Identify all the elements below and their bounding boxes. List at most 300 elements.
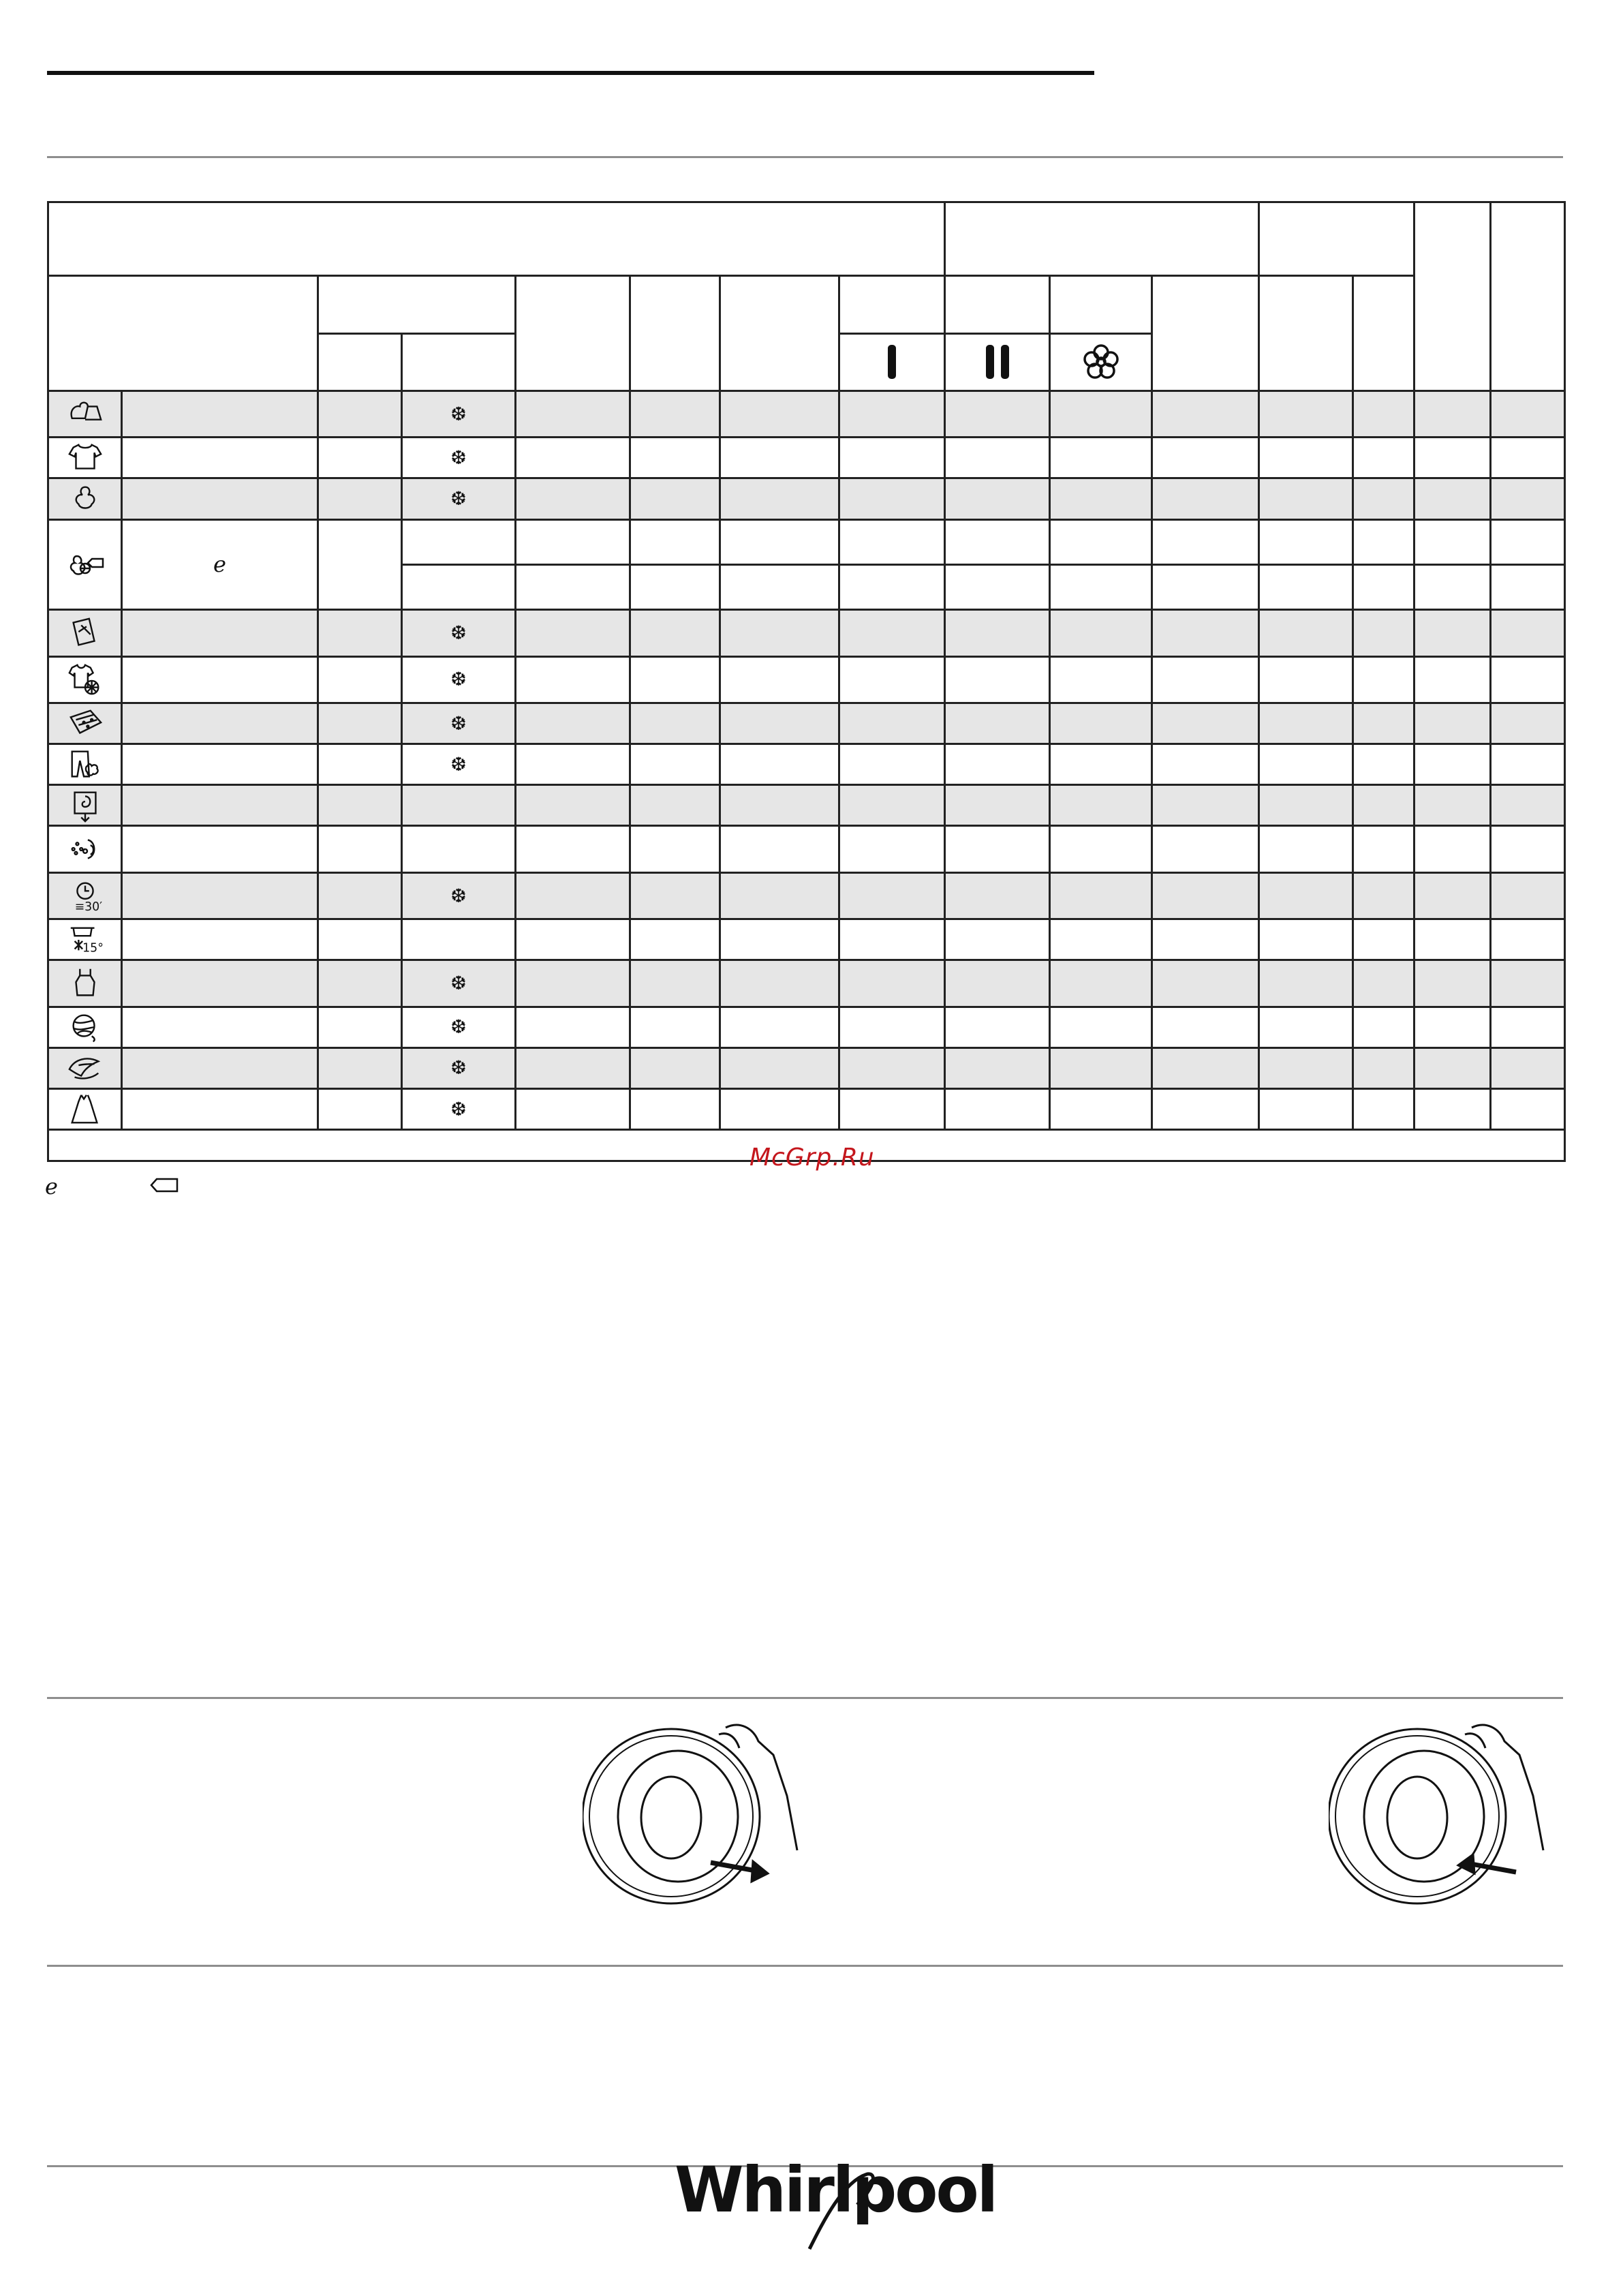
program-name-cell: [122, 391, 318, 437]
rapid-30-icon: [65, 878, 105, 915]
delicates-icon: [65, 965, 105, 1002]
door-open-illustration: [583, 1707, 801, 1915]
table-cell: [516, 391, 630, 437]
temperature-cell: [402, 656, 516, 703]
table-cell: [1259, 744, 1353, 785]
header-cell: [318, 275, 516, 333]
table-cell: [945, 438, 1050, 478]
program-name-cell: [122, 785, 318, 826]
program-name-cell: [122, 703, 318, 744]
program-icon-cell: [48, 1047, 122, 1088]
header-cell: [720, 275, 839, 391]
table-row: [48, 703, 1565, 744]
table-cell: [1152, 519, 1259, 564]
table-cell: [318, 610, 402, 656]
header-cell: [1259, 275, 1353, 391]
table-row: [48, 826, 1565, 872]
program-icon-cell: [48, 744, 122, 785]
table-cell: [720, 919, 839, 960]
table-cell: [945, 744, 1050, 785]
table-cell: [1050, 656, 1152, 703]
table-cell: [720, 438, 839, 478]
table-cell: [1259, 391, 1353, 437]
eco-cotton-icon: [65, 545, 106, 583]
table-cell: [839, 610, 945, 656]
program-name-cell: [122, 919, 318, 960]
section-divider: [47, 1965, 1563, 1967]
header-cell: [1050, 275, 1152, 333]
table-cell: [1152, 1007, 1259, 1047]
program-name-cell: [122, 438, 318, 478]
temperature-cell: [402, 1089, 516, 1130]
table-cell: [630, 610, 720, 656]
table-cell: [1259, 703, 1353, 744]
table-cell: [839, 438, 945, 478]
table-cell: [945, 826, 1050, 872]
table-cell: [516, 960, 630, 1007]
table-cell: [516, 656, 630, 703]
table-cell: [1491, 656, 1565, 703]
table-cell: [945, 960, 1050, 1007]
table-row: [48, 391, 1565, 437]
table-cell: [516, 703, 630, 744]
header-cell: [1152, 275, 1259, 391]
table-cell: [318, 785, 402, 826]
program-name-cell: [122, 478, 318, 519]
table-cell: [1050, 391, 1152, 437]
table-cell: [1050, 610, 1152, 656]
header-cell: [630, 275, 720, 391]
table-cell: [839, 519, 945, 564]
header-cell: [1415, 202, 1491, 391]
table-row: [48, 438, 1565, 478]
cold-wash-15-icon: [65, 921, 105, 958]
table-cell: [1415, 960, 1491, 1007]
table-cell: [1353, 919, 1415, 960]
mixed-icon: [65, 396, 105, 433]
table-cell: [1491, 1007, 1565, 1047]
table-cell: [318, 656, 402, 703]
table-cell: [630, 1089, 720, 1130]
table-cell: [839, 872, 945, 919]
table-cell: [1050, 1089, 1152, 1130]
table-cell: [839, 656, 945, 703]
program-name-cell: [122, 656, 318, 703]
program-name-cell: [122, 826, 318, 872]
table-row: [48, 960, 1565, 1007]
table-cell: [1050, 960, 1152, 1007]
table-cell: [1415, 1089, 1491, 1130]
table-cell: [1491, 826, 1565, 872]
temperature-cell: [402, 703, 516, 744]
table-cell: [318, 960, 402, 1007]
table-cell: [630, 703, 720, 744]
snowflake-icon: ❆: [450, 446, 467, 468]
table-cell: [1259, 960, 1353, 1007]
header-cell: [1491, 202, 1565, 391]
eco-letter: e: [45, 1174, 58, 1199]
table-cell: [1353, 519, 1415, 564]
spin-level-1-icon: [839, 333, 945, 391]
table-cell: [1353, 656, 1415, 703]
eco-letter: e: [213, 551, 226, 578]
table-cell: [720, 1089, 839, 1130]
table-cell: [630, 391, 720, 437]
table-cell: [1353, 1007, 1415, 1047]
table-cell: [1259, 610, 1353, 656]
program-name-cell: [122, 1089, 318, 1130]
program-icon-cell: [48, 1089, 122, 1130]
program-icon-cell: [48, 610, 122, 656]
table-cell: [1415, 872, 1491, 919]
table-cell: [630, 785, 720, 826]
table-cell: [1152, 438, 1259, 478]
program-name-cell: [122, 519, 318, 610]
table-cell: [1259, 826, 1353, 872]
table-row: [48, 785, 1565, 826]
table-cell: [1353, 785, 1415, 826]
table-cell: [839, 960, 945, 1007]
table-cell: [1415, 438, 1491, 478]
temperature-cell: [402, 1047, 516, 1088]
program-name-cell: [122, 744, 318, 785]
header-cell: [516, 275, 630, 391]
program-icon-cell: [48, 519, 122, 610]
table-cell: [1415, 564, 1491, 609]
duvet-icon: [65, 705, 105, 742]
table-cell: [1353, 872, 1415, 919]
table-cell: [839, 703, 945, 744]
table-cell: [1152, 1047, 1259, 1088]
table-cell: [1152, 391, 1259, 437]
table-cell: [1050, 785, 1152, 826]
header-cell: [1259, 202, 1415, 276]
spin-level-2-icon: [945, 333, 1050, 391]
table-cell: [1050, 826, 1152, 872]
table-cell: [516, 564, 630, 609]
table-cell: [720, 610, 839, 656]
table-cell: [720, 564, 839, 609]
program-name-cell: [122, 960, 318, 1007]
table-cell: [516, 1007, 630, 1047]
cotton-icon: [65, 480, 105, 517]
table-cell: [1050, 703, 1152, 744]
table-cell: [945, 656, 1050, 703]
table-cell: [1415, 826, 1491, 872]
table-cell: [318, 1007, 402, 1047]
table-cell: [1152, 656, 1259, 703]
logo-text: Whirlpool: [675, 2154, 997, 2226]
table-cell: [630, 826, 720, 872]
table-cell: [1415, 919, 1491, 960]
temperature-cell: [402, 438, 516, 478]
table-cell: [1415, 1047, 1491, 1088]
table-cell: [720, 391, 839, 437]
table-cell: [945, 919, 1050, 960]
watermark-text: McGrp.Ru: [749, 1144, 875, 1172]
table-cell: [1491, 785, 1565, 826]
table-cell: [839, 478, 945, 519]
table-cell: [402, 519, 516, 564]
snowflake-icon: ❆: [450, 622, 467, 643]
table-cell: [630, 656, 720, 703]
rinse-spin-icon: [65, 831, 105, 868]
header-cell: [318, 333, 402, 391]
table-cell: [945, 785, 1050, 826]
table-cell: [318, 703, 402, 744]
table-cell: [516, 785, 630, 826]
table-cell: [1353, 478, 1415, 519]
table-cell: [516, 1089, 630, 1130]
table-cell: [1415, 785, 1491, 826]
snowflake-icon: ❆: [450, 885, 467, 906]
wool-icon: [65, 1009, 105, 1045]
snowflake-icon: ❆: [450, 973, 467, 994]
table-row: [48, 919, 1565, 960]
temperature-cell: [402, 872, 516, 919]
table-cell: [1152, 610, 1259, 656]
temperature-cell: [402, 1007, 516, 1047]
table-cell: [318, 519, 402, 610]
temperature-cell: [402, 785, 516, 826]
table-cell: [1353, 610, 1415, 656]
spin-flower-icon: [1050, 333, 1152, 391]
table-cell: [1491, 1047, 1565, 1088]
table-cell: [1353, 564, 1415, 609]
snowflake-icon: ❆: [450, 669, 467, 690]
snowflake-icon: ❆: [450, 753, 467, 775]
table-cell: [720, 826, 839, 872]
table-cell: [945, 703, 1050, 744]
table-cell: [1353, 826, 1415, 872]
table-cell: [720, 744, 839, 785]
table-row: [48, 1007, 1565, 1047]
table-cell: [1050, 919, 1152, 960]
table-cell: [1415, 1007, 1491, 1047]
table-cell: [318, 919, 402, 960]
table-cell: [720, 519, 839, 564]
table-cell: [1491, 919, 1565, 960]
table-cell: [1050, 478, 1152, 519]
table-cell: [1415, 656, 1491, 703]
program-icon-cell: [48, 703, 122, 744]
table-cell: [318, 826, 402, 872]
table-cell: [630, 872, 720, 919]
top-rule: [47, 71, 1094, 75]
table-cell: [630, 919, 720, 960]
table-cell: [945, 519, 1050, 564]
table-cell: [720, 656, 839, 703]
table-cell: [1259, 785, 1353, 826]
table-cell: [516, 744, 630, 785]
header-cell: [48, 202, 945, 276]
table-cell: [516, 610, 630, 656]
table-cell: [1259, 919, 1353, 960]
table-cell: [516, 872, 630, 919]
table-cell: [318, 744, 402, 785]
table-cell: [1491, 438, 1565, 478]
program-icon-cell: [48, 826, 122, 872]
program-table: [47, 201, 1566, 1162]
table-cell: [1353, 960, 1415, 1007]
table-row: [48, 1089, 1565, 1130]
header-cell: [48, 275, 318, 391]
program-name-cell: [122, 872, 318, 919]
snowflake-icon: ❆: [450, 1016, 467, 1038]
table-cell: [318, 1089, 402, 1130]
table-cell: [318, 391, 402, 437]
table-cell: [1050, 519, 1152, 564]
table-cell: [945, 1089, 1050, 1130]
table-cell: [1353, 438, 1415, 478]
program-icon-cell: [48, 478, 122, 519]
table-cell: [945, 1007, 1050, 1047]
snowflake-icon: ❆: [450, 712, 467, 734]
table-cell: [1152, 960, 1259, 1007]
table-cell: [1152, 1089, 1259, 1130]
table-cell: [1491, 564, 1565, 609]
table-cell: [1050, 438, 1152, 478]
table-cell: [1491, 744, 1565, 785]
dress-icon: [65, 1091, 105, 1128]
temperature-cell: [402, 610, 516, 656]
table-cell: [516, 1047, 630, 1088]
table-cell: [516, 826, 630, 872]
table-cell: [1259, 872, 1353, 919]
table-row: [48, 744, 1565, 785]
table-cell: [1353, 1047, 1415, 1088]
temperature-cell: [402, 960, 516, 1007]
table-cell: [1415, 391, 1491, 437]
table-cell: [630, 519, 720, 564]
table-cell: [1491, 1089, 1565, 1130]
table-cell: [1152, 564, 1259, 609]
table-cell: [839, 826, 945, 872]
table-cell: [1415, 610, 1491, 656]
table-cell: [402, 564, 516, 609]
table-cell: [516, 919, 630, 960]
temperature-cell: [402, 826, 516, 872]
table-cell: [516, 478, 630, 519]
table-cell: [1415, 478, 1491, 519]
header-cell: [839, 275, 945, 333]
table-cell: [839, 1007, 945, 1047]
program-icon-cell: [48, 438, 122, 478]
table-cell: [839, 919, 945, 960]
table-cell: [630, 1047, 720, 1088]
table-cell: [516, 438, 630, 478]
program-icon-cell: [48, 391, 122, 437]
table-cell: [720, 1047, 839, 1088]
svg-text:≡30′: ≡30′: [74, 900, 102, 914]
temperature-cell: [402, 919, 516, 960]
table-cell: [630, 744, 720, 785]
table-cell: [1415, 744, 1491, 785]
table-cell: [1491, 391, 1565, 437]
table-cell: [945, 564, 1050, 609]
table-cell: [1353, 744, 1415, 785]
temperature-cell: [402, 478, 516, 519]
table-cell: [1259, 656, 1353, 703]
table-cell: [1491, 478, 1565, 519]
table-cell: [720, 872, 839, 919]
table-cell: [318, 1047, 402, 1088]
table-cell: [318, 872, 402, 919]
temperature-cell: [402, 391, 516, 437]
program-icon-cell: [48, 872, 122, 919]
table-cell: [630, 1007, 720, 1047]
denim-icon: [65, 746, 105, 783]
program-name-cell: [122, 1007, 318, 1047]
table-cell: [318, 438, 402, 478]
silk-icon: [65, 1050, 105, 1086]
table-cell: [1152, 872, 1259, 919]
program-icon-cell: [48, 1007, 122, 1047]
table-cell: [839, 785, 945, 826]
table-row: [48, 610, 1565, 656]
table-cell: [1491, 703, 1565, 744]
table-cell: [945, 391, 1050, 437]
table-cell: [1259, 1089, 1353, 1130]
table-cell: [1152, 785, 1259, 826]
door-close-illustration: [1329, 1707, 1547, 1915]
table-row: [48, 478, 1565, 519]
snowflake-icon: ❆: [450, 1098, 467, 1120]
table-cell: [1353, 1089, 1415, 1130]
section-divider: [47, 1697, 1563, 1699]
tag-icon: [150, 1178, 179, 1196]
program-icon-cell: [48, 785, 122, 826]
header-cell: [945, 275, 1050, 333]
snowflake-icon: ❆: [450, 487, 467, 509]
table-cell: [1152, 703, 1259, 744]
table-cell: [630, 438, 720, 478]
temperature-cell: [402, 744, 516, 785]
table-cell: [1491, 872, 1565, 919]
header-cell: [402, 333, 516, 391]
table-cell: [1152, 826, 1259, 872]
table-cell: [839, 391, 945, 437]
snowflake-icon: ❆: [450, 1057, 467, 1079]
table-cell: [1259, 519, 1353, 564]
header-cell: [945, 202, 1259, 276]
table-cell: [630, 478, 720, 519]
table-cell: [839, 744, 945, 785]
program-name-cell: [122, 1047, 318, 1088]
table-cell: [720, 703, 839, 744]
table-cell: [720, 960, 839, 1007]
table-cell: [1050, 744, 1152, 785]
table-cell: [1152, 919, 1259, 960]
table-cell: [720, 478, 839, 519]
table-cell: [1259, 438, 1353, 478]
table-cell: [720, 1007, 839, 1047]
table-cell: [1259, 1007, 1353, 1047]
table-row: [48, 1047, 1565, 1088]
svg-text:15°: 15°: [82, 941, 104, 955]
table-cell: [839, 1089, 945, 1130]
table-cell: [1259, 1047, 1353, 1088]
table-cell: [1415, 519, 1491, 564]
table-cell: [839, 1047, 945, 1088]
table-cell: [1050, 1047, 1152, 1088]
footnote: [45, 1174, 179, 1199]
snowflake-icon: ❆: [450, 403, 467, 425]
program-name-cell: [122, 610, 318, 656]
table-cell: [318, 478, 402, 519]
table-cell: [1259, 564, 1353, 609]
table-cell: [1491, 519, 1565, 564]
